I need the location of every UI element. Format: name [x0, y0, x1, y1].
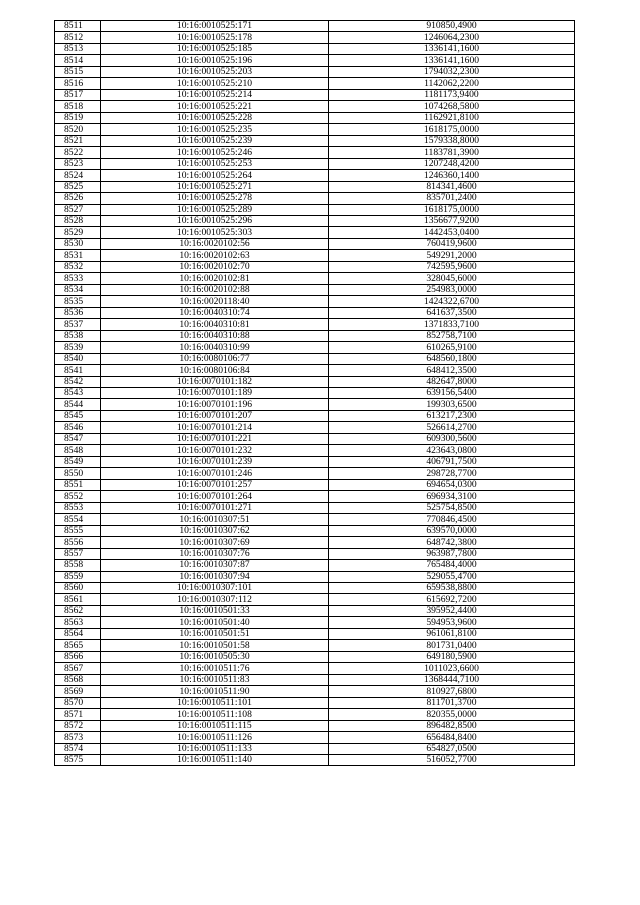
cadastral-number-cell: 10:16:0010525:278: [101, 193, 329, 204]
cadastral-value-cell: 594953,9600: [329, 617, 575, 628]
table-row: [55, 640, 575, 651]
row-number-cell: 8525: [55, 181, 101, 192]
cadastral-number-cell: 10:16:0010307:87: [101, 560, 329, 571]
cadastral-value-cell: 529055,4700: [329, 571, 575, 582]
cadastral-number-cell: 10:16:0010511:83: [101, 674, 329, 685]
cadastral-number-cell: 10:16:0070101:189: [101, 388, 329, 399]
cadastral-value-table: [54, 20, 575, 766]
row-number-cell: 8520: [55, 124, 101, 135]
row-number-cell: 8540: [55, 353, 101, 364]
cadastral-number-cell: 10:16:0010307:101: [101, 582, 329, 593]
row-number-cell: 8566: [55, 651, 101, 662]
table-row: [55, 732, 575, 743]
cadastral-value-cell: 1356677,9200: [329, 215, 575, 226]
row-number-cell: 8563: [55, 617, 101, 628]
table-row: [55, 112, 575, 123]
cadastral-value-cell: 516052,7700: [329, 755, 575, 766]
cadastral-value-cell: 654827,0500: [329, 743, 575, 754]
row-number-cell: 8561: [55, 594, 101, 605]
cadastral-number-cell: 10:16:0010525:214: [101, 89, 329, 100]
cadastral-value-cell: 648742,3800: [329, 537, 575, 548]
row-number-cell: 8567: [55, 663, 101, 674]
row-number-cell: 8545: [55, 410, 101, 421]
row-number-cell: 8511: [55, 21, 101, 32]
row-number-cell: 8519: [55, 112, 101, 123]
cadastral-number-cell: 10:16:0010501:58: [101, 640, 329, 651]
cadastral-number-cell: 10:16:0020102:70: [101, 261, 329, 272]
cadastral-value-cell: 1618175,0000: [329, 204, 575, 215]
row-number-cell: 8572: [55, 720, 101, 731]
cadastral-value-cell: 1336141,1600: [329, 55, 575, 66]
row-number-cell: 8562: [55, 605, 101, 616]
cadastral-value-cell: 1794032,2300: [329, 66, 575, 77]
table-row: [55, 537, 575, 548]
cadastral-number-cell: 10:16:0070101:264: [101, 491, 329, 502]
row-number-cell: 8565: [55, 640, 101, 651]
table-row: [55, 227, 575, 238]
table-row: [55, 365, 575, 376]
table-row: [55, 433, 575, 444]
cadastral-number-cell: 10:16:0010307:51: [101, 514, 329, 525]
cadastral-value-cell: 423643,0800: [329, 445, 575, 456]
table-row: [55, 124, 575, 135]
row-number-cell: 8550: [55, 468, 101, 479]
table-row: [55, 560, 575, 571]
table-row: [55, 66, 575, 77]
cadastral-number-cell: 10:16:0010525:303: [101, 227, 329, 238]
row-number-cell: 8554: [55, 514, 101, 525]
cadastral-value-cell: 760419,9600: [329, 238, 575, 249]
cadastral-value-cell: 525754,8500: [329, 502, 575, 513]
table-row: [55, 674, 575, 685]
cadastral-value-cell: 961061,8100: [329, 628, 575, 639]
table-row: [55, 456, 575, 467]
row-number-cell: 8534: [55, 284, 101, 295]
cadastral-value-cell: 1011023,6600: [329, 663, 575, 674]
cadastral-number-cell: 10:16:0010525:203: [101, 66, 329, 77]
cadastral-value-cell: 639156,5400: [329, 388, 575, 399]
row-number-cell: 8558: [55, 560, 101, 571]
table-row: [55, 89, 575, 100]
row-number-cell: 8526: [55, 193, 101, 204]
cadastral-value-cell: 835701,2400: [329, 193, 575, 204]
row-number-cell: 8568: [55, 674, 101, 685]
table-row: [55, 399, 575, 410]
row-number-cell: 8523: [55, 158, 101, 169]
cadastral-value-cell: 852758,7100: [329, 330, 575, 341]
table-row: [55, 238, 575, 249]
row-number-cell: 8564: [55, 628, 101, 639]
cadastral-number-cell: 10:16:0070101:221: [101, 433, 329, 444]
cadastral-number-cell: 10:16:0070101:239: [101, 456, 329, 467]
cadastral-number-cell: 10:16:0010525:253: [101, 158, 329, 169]
cadastral-number-cell: 10:16:0070101:232: [101, 445, 329, 456]
table-row: [55, 720, 575, 731]
cadastral-value-cell: 613217,2300: [329, 410, 575, 421]
cadastral-number-cell: 10:16:0040310:99: [101, 342, 329, 353]
cadastral-number-cell: 10:16:0010525:246: [101, 147, 329, 158]
cadastral-value-cell: 1368444,7100: [329, 674, 575, 685]
table-body: [55, 21, 575, 766]
row-number-cell: 8532: [55, 261, 101, 272]
table-row: [55, 548, 575, 559]
cadastral-number-cell: 10:16:0010501:51: [101, 628, 329, 639]
cadastral-value-cell: 199303,6500: [329, 399, 575, 410]
table-row: [55, 158, 575, 169]
cadastral-value-cell: 963987,7800: [329, 548, 575, 559]
cadastral-number-cell: 10:16:0020102:81: [101, 273, 329, 284]
row-number-cell: 8549: [55, 456, 101, 467]
table-row: [55, 686, 575, 697]
table-row: [55, 571, 575, 582]
table-row: [55, 284, 575, 295]
table-row: [55, 755, 575, 766]
row-number-cell: 8522: [55, 147, 101, 158]
row-number-cell: 8514: [55, 55, 101, 66]
row-number-cell: 8551: [55, 479, 101, 490]
cadastral-value-cell: 1074268,5800: [329, 101, 575, 112]
cadastral-number-cell: 10:16:0010307:112: [101, 594, 329, 605]
cadastral-number-cell: 10:16:0010307:94: [101, 571, 329, 582]
cadastral-number-cell: 10:16:0010525:264: [101, 170, 329, 181]
cadastral-number-cell: 10:16:0010525:196: [101, 55, 329, 66]
table-row: [55, 330, 575, 341]
cadastral-value-cell: 801731,0400: [329, 640, 575, 651]
cadastral-number-cell: 10:16:0010511:90: [101, 686, 329, 697]
table-row: [55, 709, 575, 720]
cadastral-value-cell: 820355,0000: [329, 709, 575, 720]
cadastral-value-cell: 610265,9100: [329, 342, 575, 353]
table-row: [55, 376, 575, 387]
row-number-cell: 8571: [55, 709, 101, 720]
table-row: [55, 193, 575, 204]
row-number-cell: 8513: [55, 43, 101, 54]
cadastral-number-cell: 10:16:0070101:207: [101, 410, 329, 421]
cadastral-value-cell: 765484,4000: [329, 560, 575, 571]
cadastral-value-cell: 814341,4600: [329, 181, 575, 192]
row-number-cell: 8548: [55, 445, 101, 456]
cadastral-value-cell: 1246360,1400: [329, 170, 575, 181]
row-number-cell: 8557: [55, 548, 101, 559]
cadastral-number-cell: 10:16:0010525:296: [101, 215, 329, 226]
cadastral-number-cell: 10:16:0040310:88: [101, 330, 329, 341]
cadastral-value-cell: 1162921,8100: [329, 112, 575, 123]
cadastral-number-cell: 10:16:0020118:40: [101, 296, 329, 307]
cadastral-value-cell: 328045,6000: [329, 273, 575, 284]
table-row: [55, 502, 575, 513]
cadastral-number-cell: 10:16:0070101:257: [101, 479, 329, 490]
cadastral-value-cell: 549291,2000: [329, 250, 575, 261]
row-number-cell: 8528: [55, 215, 101, 226]
table-row: [55, 43, 575, 54]
cadastral-number-cell: 10:16:0040310:81: [101, 319, 329, 330]
cadastral-number-cell: 10:16:0070101:196: [101, 399, 329, 410]
table-row: [55, 743, 575, 754]
table-row: [55, 273, 575, 284]
cadastral-value-cell: 1371833,7100: [329, 319, 575, 330]
table-row: [55, 307, 575, 318]
row-number-cell: 8542: [55, 376, 101, 387]
table-row: [55, 628, 575, 639]
table-row: [55, 319, 575, 330]
cadastral-value-cell: 298728,7700: [329, 468, 575, 479]
cadastral-value-cell: 742595,9600: [329, 261, 575, 272]
cadastral-number-cell: 10:16:0070101:271: [101, 502, 329, 513]
table-row: [55, 617, 575, 628]
table-row: [55, 422, 575, 433]
cadastral-value-cell: 694654,0300: [329, 479, 575, 490]
row-number-cell: 8575: [55, 755, 101, 766]
cadastral-number-cell: 10:16:0010511:101: [101, 697, 329, 708]
cadastral-value-cell: 254983,0000: [329, 284, 575, 295]
cadastral-number-cell: 10:16:0070101:214: [101, 422, 329, 433]
cadastral-number-cell: 10:16:0010525:239: [101, 135, 329, 146]
row-number-cell: 8537: [55, 319, 101, 330]
cadastral-number-cell: 10:16:0010525:171: [101, 21, 329, 32]
row-number-cell: 8546: [55, 422, 101, 433]
cadastral-value-cell: 1618175,0000: [329, 124, 575, 135]
row-number-cell: 8518: [55, 101, 101, 112]
cadastral-number-cell: 10:16:0010525:210: [101, 78, 329, 89]
table-row: [55, 388, 575, 399]
row-number-cell: 8516: [55, 78, 101, 89]
cadastral-value-cell: 896482,8500: [329, 720, 575, 731]
row-number-cell: 8530: [55, 238, 101, 249]
table-row: [55, 204, 575, 215]
table-row: [55, 594, 575, 605]
row-number-cell: 8556: [55, 537, 101, 548]
table-row: [55, 55, 575, 66]
cadastral-number-cell: 10:16:0010525:289: [101, 204, 329, 215]
cadastral-number-cell: 10:16:0010525:235: [101, 124, 329, 135]
cadastral-value-cell: 482647,8000: [329, 376, 575, 387]
cadastral-number-cell: 10:16:0010511:126: [101, 732, 329, 743]
row-number-cell: 8560: [55, 582, 101, 593]
table-row: [55, 181, 575, 192]
cadastral-number-cell: 10:16:0010511:133: [101, 743, 329, 754]
cadastral-number-cell: 10:16:0010511:76: [101, 663, 329, 674]
cadastral-value-cell: 641637,3500: [329, 307, 575, 318]
row-number-cell: 8527: [55, 204, 101, 215]
row-number-cell: 8539: [55, 342, 101, 353]
cadastral-value-cell: 811701,3700: [329, 697, 575, 708]
table-row: [55, 410, 575, 421]
cadastral-number-cell: 10:16:0010501:40: [101, 617, 329, 628]
cadastral-number-cell: 10:16:0010307:62: [101, 525, 329, 536]
cadastral-value-cell: 1442453,0400: [329, 227, 575, 238]
cadastral-number-cell: 10:16:0010525:271: [101, 181, 329, 192]
table-row: [55, 170, 575, 181]
table-row: [55, 353, 575, 364]
cadastral-value-cell: 1207248,4200: [329, 158, 575, 169]
cadastral-number-cell: 10:16:0010525:228: [101, 112, 329, 123]
row-number-cell: 8531: [55, 250, 101, 261]
table-row: [55, 525, 575, 536]
cadastral-value-cell: 609300,5600: [329, 433, 575, 444]
cadastral-number-cell: 10:16:0010525:185: [101, 43, 329, 54]
table-row: [55, 78, 575, 89]
cadastral-value-cell: 1424322,6700: [329, 296, 575, 307]
cadastral-value-cell: 696934,3100: [329, 491, 575, 502]
table-row: [55, 296, 575, 307]
cadastral-number-cell: 10:16:0020102:56: [101, 238, 329, 249]
cadastral-number-cell: 10:16:0010307:69: [101, 537, 329, 548]
table-row: [55, 445, 575, 456]
cadastral-value-cell: 526614,2700: [329, 422, 575, 433]
cadastral-number-cell: 10:16:0010511:140: [101, 755, 329, 766]
table-row: [55, 250, 575, 261]
cadastral-value-cell: 810927,6800: [329, 686, 575, 697]
row-number-cell: 8555: [55, 525, 101, 536]
cadastral-number-cell: 10:16:0070101:246: [101, 468, 329, 479]
cadastral-value-cell: 770846,4500: [329, 514, 575, 525]
row-number-cell: 8552: [55, 491, 101, 502]
cadastral-number-cell: 10:16:0010505:30: [101, 651, 329, 662]
cadastral-value-cell: 395952,4400: [329, 605, 575, 616]
cadastral-number-cell: 10:16:0080106:84: [101, 365, 329, 376]
cadastral-value-cell: 1336141,1600: [329, 43, 575, 54]
row-number-cell: 8536: [55, 307, 101, 318]
row-number-cell: 8541: [55, 365, 101, 376]
row-number-cell: 8529: [55, 227, 101, 238]
cadastral-value-cell: 1181173,9400: [329, 89, 575, 100]
cadastral-number-cell: 10:16:0010511:108: [101, 709, 329, 720]
row-number-cell: 8570: [55, 697, 101, 708]
table-row: [55, 491, 575, 502]
table-row: [55, 514, 575, 525]
table-row: [55, 147, 575, 158]
cadastral-value-cell: 1183781,3900: [329, 147, 575, 158]
cadastral-number-cell: 10:16:0010501:33: [101, 605, 329, 616]
cadastral-value-cell: 615692,7200: [329, 594, 575, 605]
cadastral-value-cell: 1579338,8000: [329, 135, 575, 146]
cadastral-value-cell: 649180,5900: [329, 651, 575, 662]
row-number-cell: 8553: [55, 502, 101, 513]
table-row: [55, 135, 575, 146]
cadastral-number-cell: 10:16:0020102:63: [101, 250, 329, 261]
cadastral-number-cell: 10:16:0080106:77: [101, 353, 329, 364]
table-row: [55, 21, 575, 32]
row-number-cell: 8547: [55, 433, 101, 444]
table-row: [55, 697, 575, 708]
row-number-cell: 8515: [55, 66, 101, 77]
row-number-cell: 8538: [55, 330, 101, 341]
cadastral-value-cell: 656484,8400: [329, 732, 575, 743]
table-row: [55, 261, 575, 272]
table-row: [55, 663, 575, 674]
row-number-cell: 8535: [55, 296, 101, 307]
cadastral-number-cell: 10:16:0040310:74: [101, 307, 329, 318]
cadastral-number-cell: 10:16:0020102:88: [101, 284, 329, 295]
table-row: [55, 651, 575, 662]
cadastral-number-cell: 10:16:0010525:178: [101, 32, 329, 43]
row-number-cell: 8569: [55, 686, 101, 697]
cadastral-value-cell: 648412,3500: [329, 365, 575, 376]
cadastral-value-cell: 1246064,2300: [329, 32, 575, 43]
table-row: [55, 215, 575, 226]
cadastral-number-cell: 10:16:0010525:221: [101, 101, 329, 112]
table-row: [55, 32, 575, 43]
row-number-cell: 8574: [55, 743, 101, 754]
table-row: [55, 582, 575, 593]
row-number-cell: 8544: [55, 399, 101, 410]
cadastral-value-cell: 910850,4900: [329, 21, 575, 32]
cadastral-number-cell: 10:16:0070101:182: [101, 376, 329, 387]
row-number-cell: 8533: [55, 273, 101, 284]
cadastral-value-cell: 639570,0000: [329, 525, 575, 536]
cadastral-number-cell: 10:16:0010511:115: [101, 720, 329, 731]
cadastral-value-cell: 648560,1800: [329, 353, 575, 364]
table-row: [55, 342, 575, 353]
row-number-cell: 8543: [55, 388, 101, 399]
table-row: [55, 101, 575, 112]
row-number-cell: 8517: [55, 89, 101, 100]
cadastral-number-cell: 10:16:0010307:76: [101, 548, 329, 559]
row-number-cell: 8559: [55, 571, 101, 582]
cadastral-value-cell: 1142062,2200: [329, 78, 575, 89]
row-number-cell: 8524: [55, 170, 101, 181]
row-number-cell: 8512: [55, 32, 101, 43]
cadastral-value-cell: 406791,7500: [329, 456, 575, 467]
table-row: [55, 605, 575, 616]
row-number-cell: 8573: [55, 732, 101, 743]
row-number-cell: 8521: [55, 135, 101, 146]
table-row: [55, 468, 575, 479]
cadastral-value-cell: 659538,8800: [329, 582, 575, 593]
table-row: [55, 479, 575, 490]
